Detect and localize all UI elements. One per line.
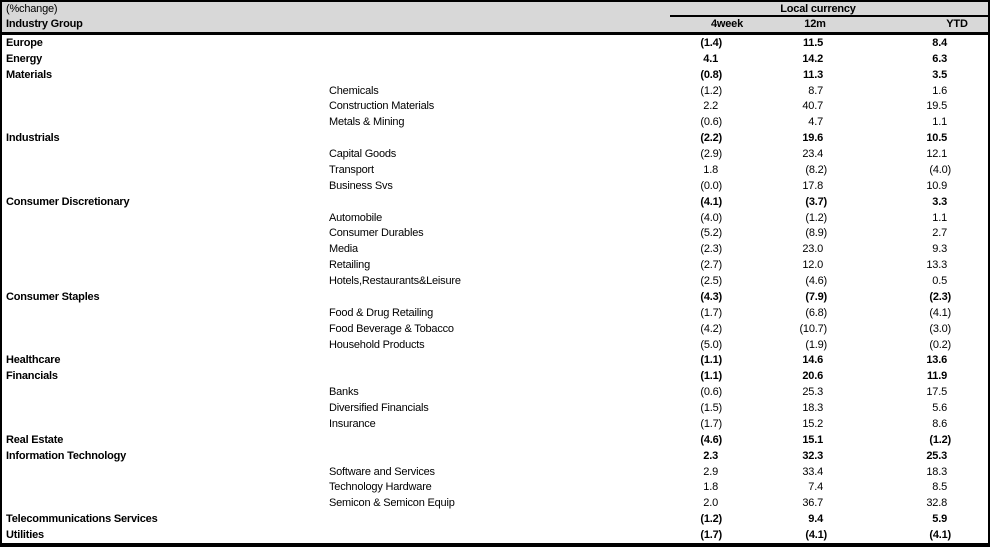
value-12m: (8.2) xyxy=(805,163,827,176)
value-4week: (1.7) xyxy=(700,417,722,430)
value-4week: 1.8 xyxy=(703,481,718,494)
value-ytd: 11.9 xyxy=(926,370,947,383)
value-4week: (0.0) xyxy=(700,179,722,192)
value-12m: 4.7 xyxy=(808,116,823,129)
value-12m: 33.4 xyxy=(802,465,823,478)
table-row xyxy=(2,83,988,99)
value-12m: 40.7 xyxy=(802,100,823,113)
table-row xyxy=(2,194,988,210)
value-4week: 2.3 xyxy=(703,449,718,462)
value-4week: (0.6) xyxy=(700,116,722,129)
industry-group-label: Materials xyxy=(6,68,52,81)
industry-group-label: Utilities xyxy=(6,529,44,542)
table-row xyxy=(2,384,988,400)
value-ytd: (0.2) xyxy=(929,338,951,351)
value-4week: 2.0 xyxy=(703,497,718,510)
industry-sub-label: Software and Services xyxy=(329,465,435,478)
value-12m: 7.4 xyxy=(808,481,823,494)
value-12m: 12.0 xyxy=(802,259,823,272)
value-4week: (0.6) xyxy=(700,386,722,399)
value-4week: (4.1) xyxy=(700,195,722,208)
value-ytd: 19.5 xyxy=(926,100,947,113)
value-ytd: 10.9 xyxy=(926,179,947,192)
value-ytd: 32.8 xyxy=(926,497,947,510)
industry-sub-label: Capital Goods xyxy=(329,148,397,161)
value-12m: 17.8 xyxy=(802,179,823,192)
table-row xyxy=(2,273,988,289)
value-ytd: (4.1) xyxy=(929,306,951,319)
value-ytd: 1.1 xyxy=(932,116,947,129)
value-12m: (6.8) xyxy=(805,306,827,319)
table-row xyxy=(2,321,988,337)
value-ytd: (2.3) xyxy=(929,290,951,303)
industry-sub-label: Retailing xyxy=(329,259,371,272)
table-row xyxy=(2,67,988,83)
value-12m: 11.5 xyxy=(802,36,823,49)
value-12m: 15.1 xyxy=(802,433,823,446)
value-12m: 32.3 xyxy=(802,449,823,462)
industry-group-column-header: Industry Group xyxy=(6,18,83,30)
value-4week: (4.3) xyxy=(700,290,722,303)
industry-sub-label: Semicon & Semicon Equip xyxy=(329,497,455,510)
table-header xyxy=(2,2,988,35)
table-row xyxy=(2,289,988,305)
value-12m: 11.3 xyxy=(802,68,823,81)
value-ytd: 1.1 xyxy=(932,211,947,224)
value-ytd: 5.6 xyxy=(932,402,947,415)
value-4week: (0.8) xyxy=(700,68,722,81)
table-row xyxy=(2,432,988,448)
table-row xyxy=(2,241,988,257)
value-12m: 25.3 xyxy=(802,386,823,399)
industry-sub-label: Technology Hardware xyxy=(329,481,432,494)
value-4week: (4.0) xyxy=(700,211,722,224)
value-4week: 2.9 xyxy=(703,465,718,478)
value-ytd: 8.5 xyxy=(932,481,947,494)
industry-group-label: Healthcare xyxy=(6,354,61,367)
value-12m: 36.7 xyxy=(802,497,823,510)
value-4week: (2.5) xyxy=(700,275,722,288)
value-4week: (1.7) xyxy=(700,529,722,542)
value-12m: 23.0 xyxy=(802,243,823,256)
industry-sub-label: Transport xyxy=(329,163,374,176)
value-ytd: 6.3 xyxy=(932,52,947,65)
industry-sub-label: Consumer Durables xyxy=(329,227,424,240)
table-row xyxy=(2,511,988,527)
value-4week: (1.1) xyxy=(700,370,722,383)
table-row xyxy=(2,400,988,416)
industry-group-label: Industrials xyxy=(6,132,60,145)
industry-sub-label: Banks xyxy=(329,386,359,399)
value-12m: 15.2 xyxy=(802,417,823,430)
table-row xyxy=(2,337,988,353)
value-ytd: 8.6 xyxy=(932,417,947,430)
industry-group-label: Financials xyxy=(6,370,58,383)
table-row xyxy=(2,305,988,321)
value-ytd: 25.3 xyxy=(926,449,947,462)
value-ytd: 18.3 xyxy=(926,465,947,478)
value-12m: 8.7 xyxy=(808,84,823,97)
industry-sub-label: Metals & Mining xyxy=(329,116,405,129)
table-row xyxy=(2,226,988,242)
industry-group-label: Real Estate xyxy=(6,433,64,446)
value-12m: 14.2 xyxy=(802,52,823,65)
value-ytd: 8.4 xyxy=(932,36,947,49)
value-ytd: (4.1) xyxy=(929,529,951,542)
value-ytd: 17.5 xyxy=(926,386,947,399)
change-unit-label: (%change) xyxy=(6,3,58,15)
value-4week: (2.7) xyxy=(700,259,722,272)
value-ytd: (3.0) xyxy=(929,322,951,335)
table-row xyxy=(2,257,988,273)
value-12m: (4.6) xyxy=(805,275,827,288)
value-ytd: (4.0) xyxy=(929,163,951,176)
value-ytd: 12.1 xyxy=(926,148,947,161)
value-ytd: 3.5 xyxy=(932,68,947,81)
value-4week: (5.0) xyxy=(700,338,722,351)
value-12m: (3.7) xyxy=(805,195,827,208)
table-row xyxy=(2,495,988,511)
industry-group-label: Information Technology xyxy=(6,449,127,462)
value-12m: 20.6 xyxy=(802,370,823,383)
industry-sub-label: Diversified Financials xyxy=(329,402,429,415)
value-ytd: 5.9 xyxy=(932,513,947,526)
value-ytd: 13.6 xyxy=(926,354,947,367)
value-4week: (1.2) xyxy=(700,84,722,97)
value-4week: (1.5) xyxy=(700,402,722,415)
value-4week: 4.1 xyxy=(703,52,718,65)
value-ytd: 13.3 xyxy=(926,259,947,272)
industry-sub-label: Media xyxy=(329,243,358,256)
table-row xyxy=(2,368,988,384)
value-ytd: (1.2) xyxy=(929,433,951,446)
value-4week: (4.2) xyxy=(700,322,722,335)
header-row-columns xyxy=(2,17,988,32)
industry-sub-label: Chemicals xyxy=(329,84,379,97)
industry-sub-label: Food Beverage & Tobacco xyxy=(329,322,454,335)
value-12m: (1.2) xyxy=(805,211,827,224)
table-row xyxy=(2,353,988,369)
industry-sub-label: Household Products xyxy=(329,338,425,351)
industry-group-label: Consumer Discretionary xyxy=(6,195,130,208)
header-row-top xyxy=(2,2,988,17)
industry-group-label: Europe xyxy=(6,36,43,49)
table-row xyxy=(2,527,988,543)
value-4week: (1.4) xyxy=(700,36,722,49)
value-12m: 18.3 xyxy=(802,402,823,415)
industry-group-label: Consumer Staples xyxy=(6,290,100,303)
value-4week: (5.2) xyxy=(700,227,722,240)
table-row xyxy=(2,130,988,146)
table-row xyxy=(2,210,988,226)
table-row xyxy=(2,464,988,480)
value-ytd: 2.7 xyxy=(932,227,947,240)
value-12m: 19.6 xyxy=(802,132,823,145)
value-12m: 14.6 xyxy=(802,354,823,367)
value-ytd: 3.3 xyxy=(932,195,947,208)
value-12m: (8.9) xyxy=(805,227,827,240)
value-ytd: 10.5 xyxy=(926,132,947,145)
industry-sub-label: Automobile xyxy=(329,211,383,224)
value-ytd: 1.6 xyxy=(932,84,947,97)
industry-sub-label: Construction Materials xyxy=(329,100,435,113)
value-ytd: 9.3 xyxy=(932,243,947,256)
value-4week: (1.2) xyxy=(700,513,722,526)
value-4week: (4.6) xyxy=(700,433,722,446)
table-row xyxy=(2,146,988,162)
column-header-ytd: YTD xyxy=(946,18,968,30)
industry-sub-label: Insurance xyxy=(329,417,376,430)
table-row xyxy=(2,35,988,51)
column-header-12m: 12m xyxy=(804,18,826,30)
table-row xyxy=(2,448,988,464)
table-row xyxy=(2,99,988,115)
value-ytd: 0.5 xyxy=(932,275,947,288)
value-4week: (1.1) xyxy=(700,354,722,367)
industry-group-label: Telecommunications Services xyxy=(6,513,158,526)
value-12m: (1.9) xyxy=(805,338,827,351)
local-currency-header: Local currency xyxy=(780,3,856,15)
industry-group-label: Energy xyxy=(6,52,43,65)
value-12m: 23.4 xyxy=(802,148,823,161)
column-header-4week: 4week xyxy=(710,18,744,30)
table-row xyxy=(2,178,988,194)
table-row xyxy=(2,416,988,432)
value-4week: 1.8 xyxy=(703,163,718,176)
table-row xyxy=(2,51,988,67)
industry-sub-label: Food & Drug Retailing xyxy=(329,306,434,319)
value-12m: (4.1) xyxy=(805,529,827,542)
industry-sub-label: Hotels,Restaurants&Leisure xyxy=(329,275,461,288)
table-row xyxy=(2,114,988,130)
value-12m: (10.7) xyxy=(799,322,827,335)
table-row xyxy=(2,162,988,178)
value-4week: (2.9) xyxy=(700,148,722,161)
industry-sub-label: Business Svs xyxy=(329,179,393,192)
value-4week: (2.2) xyxy=(700,132,722,145)
value-4week: (2.3) xyxy=(700,243,722,256)
value-4week: (1.7) xyxy=(700,306,722,319)
value-12m: (7.9) xyxy=(805,290,827,303)
value-4week: 2.2 xyxy=(703,100,718,113)
table-row xyxy=(2,480,988,496)
value-12m: 9.4 xyxy=(808,513,823,526)
table-body xyxy=(2,35,988,543)
